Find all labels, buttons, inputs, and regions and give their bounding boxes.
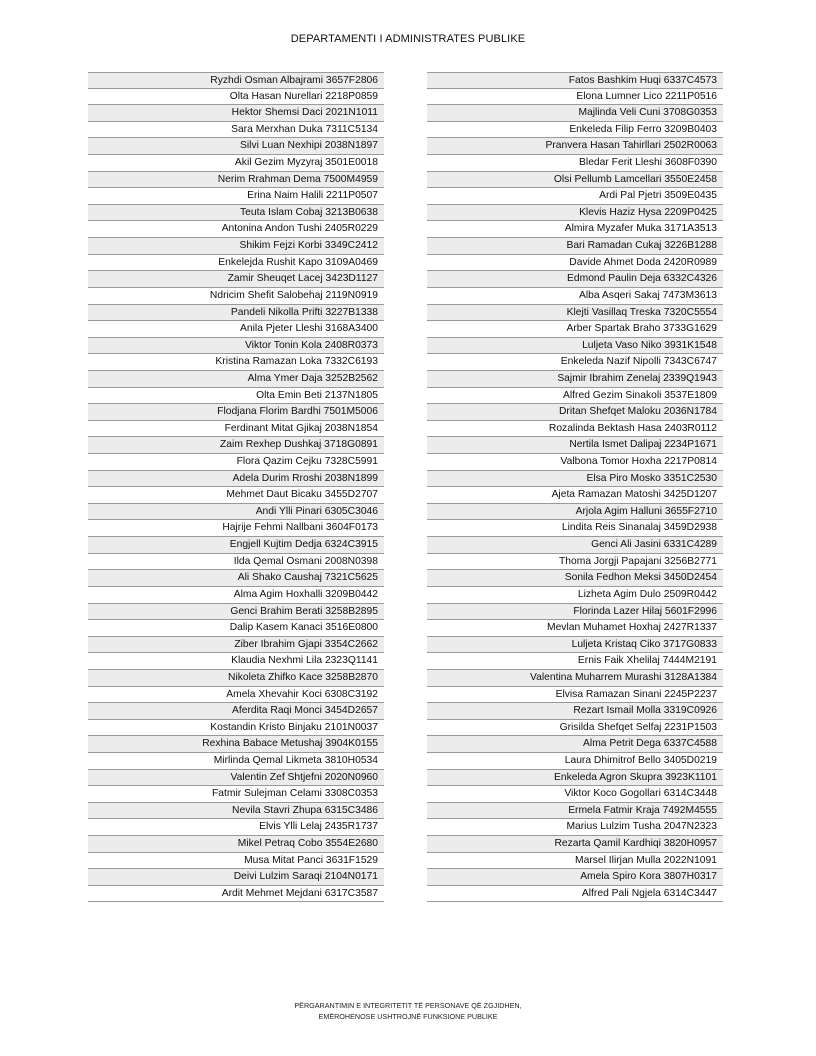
list-item: Mevlan Muhamet Hoxhaj 2427R1337 [427, 620, 723, 637]
list-item: Luljeta Vaso Niko 3931K1548 [427, 338, 723, 355]
list-item: Antonina Andon Tushi 2405R0229 [88, 221, 384, 238]
list-item: Viktor Koco Gogollari 6314C3448 [427, 786, 723, 803]
list-item: Zamir Sheuqet Lacej 3423D1127 [88, 271, 384, 288]
page-footer [0, 1000, 816, 1022]
list-item: Alma Ymer Daja 3252B2562 [88, 371, 384, 388]
list-item: Mikel Petraq Cobo 3554E2680 [88, 836, 384, 853]
list-item: Elvis Ylli Lelaj 2435R1737 [88, 819, 384, 836]
list-item: Pranvera Hasan Tahirllari 2502R0063 [427, 138, 723, 155]
list-item: Hektor Shemsi Daci 2021N1011 [88, 105, 384, 122]
list-item: Ilda Qemal Osmani 2008N0398 [88, 554, 384, 571]
list-item: Musa Mitat Panci 3631F1529 [88, 853, 384, 870]
list-item: Almira Myzafer Muka 3171A3513 [427, 221, 723, 238]
list-item: Aferdita Raqi Monci 3454D2657 [88, 703, 384, 720]
list-item: Ernis Faik Xhelilaj 7444M2191 [427, 653, 723, 670]
list-item: Olsi Pellumb Lamcellari 3550E2458 [427, 172, 723, 189]
list-item: Elona Lumner Lico 2211P0516 [427, 89, 723, 106]
list-item: Shikim Fejzi Korbi 3349C2412 [88, 238, 384, 255]
list-item: Ajeta Ramazan Matoshi 3425D1207 [427, 487, 723, 504]
list-item: Ziber Ibrahim Gjapi 3354C2662 [88, 637, 384, 654]
list-item: Akil Gezim Myzyraj 3501E0018 [88, 155, 384, 172]
list-item: Flodjana Florim Bardhi 7501M5006 [88, 404, 384, 421]
list-item: Laura Dhimitrof Bello 3405D0219 [427, 753, 723, 770]
list-item: Ermela Fatmir Kraja 7492M4555 [427, 803, 723, 820]
list-item: Kristina Ramazan Loka 7332C6193 [88, 354, 384, 371]
list-item: Lizheta Agim Dulo 2509R0442 [427, 587, 723, 604]
list-item: Olta Hasan Nurellari 2218P0859 [88, 89, 384, 106]
list-item: Klejti Vasillaq Treska 7320C5554 [427, 305, 723, 322]
left-name-list [88, 72, 384, 902]
list-item: Sonila Fedhon Meksi 3450D2454 [427, 570, 723, 587]
footer-line-2: EMËROHENOSE USHTROJNË FUNKSIONE PUBLIKE [318, 1012, 498, 1021]
list-item: Amela Spiro Kora 3807H0317 [427, 869, 723, 886]
list-item: Ndricim Shefit Salobehaj 2119N0919 [88, 288, 384, 305]
list-item: Amela Xhevahir Koci 6308C3192 [88, 687, 384, 704]
list-item: Bledar Ferit Lleshi 3608F0390 [427, 155, 723, 172]
list-item: Anila Pjeter Lleshi 3168A3400 [88, 321, 384, 338]
page-title: DEPARTAMENTI I ADMINISTRATES PUBLIKE [290, 33, 526, 45]
list-item: Pandeli Nikolla Prifti 3227B1338 [88, 305, 384, 322]
list-item: Fatmir Sulejman Celami 3308C0353 [88, 786, 384, 803]
list-item: Genci Brahim Berati 3258B2895 [88, 604, 384, 621]
list-item: Alfred Pali Ngjela 6314C3447 [427, 886, 723, 903]
list-item: Nerim Rrahman Dema 7500M4959 [88, 172, 384, 189]
list-item: Elsa Piro Mosko 3351C2530 [427, 471, 723, 488]
list-item: Rexhina Babace Metushaj 3904K0155 [88, 736, 384, 753]
list-item: Arjola Agim Halluni 3655F2710 [427, 504, 723, 521]
list-item: Rezarta Qamil Kardhiqi 3820H0957 [427, 836, 723, 853]
list-item: Engjell Kujtim Dedja 6324C3915 [88, 537, 384, 554]
list-item: Bari Ramadan Cukaj 3226B1288 [427, 238, 723, 255]
list-item: Nikoleta Zhifko Kace 3258B2870 [88, 670, 384, 687]
list-item: Klaudia Nexhmi Lila 2323Q1141 [88, 653, 384, 670]
list-item: Elvisa Ramazan Sinani 2245P2237 [427, 687, 723, 704]
list-item: Klevis Haziz Hysa 2209P0425 [427, 205, 723, 222]
list-item: Rozalinda Bektash Hasa 2403R0112 [427, 421, 723, 438]
list-item: Alma Agim Hoxhalli 3209B0442 [88, 587, 384, 604]
list-item: Arber Spartak Braho 3733G1629 [427, 321, 723, 338]
list-item: Valbona Tomor Hoxha 2217P0814 [427, 454, 723, 471]
list-item: Hajrije Fehmi Nallbani 3604F0173 [88, 520, 384, 537]
list-item: Valentina Muharrem Murashi 3128A1384 [427, 670, 723, 687]
list-item: Adela Durim Rroshi 2038N1899 [88, 471, 384, 488]
list-item: Fatos Bashkim Huqi 6337C4573 [427, 72, 723, 89]
list-item: Enkelejda Rushit Kapo 3109A0469 [88, 255, 384, 272]
list-item: Kostandin Kristo Binjaku 2101N0037 [88, 720, 384, 737]
right-name-list [427, 72, 723, 902]
list-item: Alfred Gezim Sinakoli 3537E1809 [427, 388, 723, 405]
list-item: Grisilda Shefqet Selfaj 2231P1503 [427, 720, 723, 737]
list-item: Silvi Luan Nexhipi 2038N1897 [88, 138, 384, 155]
list-item: Ardi Pal Pjetri 3509E0435 [427, 188, 723, 205]
list-item: Andi Ylli Pinari 6305C3046 [88, 504, 384, 521]
list-item: Mehmet Daut Bicaku 3455D2707 [88, 487, 384, 504]
list-item: Nevila Stavri Zhupa 6315C3486 [88, 803, 384, 820]
list-item: Zaim Rexhep Dushkaj 3718G0891 [88, 437, 384, 454]
list-item: Alba Asqeri Sakaj 7473M3613 [427, 288, 723, 305]
list-item: Genci Ali Jasini 6331C4289 [427, 537, 723, 554]
list-item: Majlinda Veli Cuni 3708G0353 [427, 105, 723, 122]
list-item: Enkeleda Nazif Nipolli 7343C6747 [427, 354, 723, 371]
list-item: Edmond Paulin Deja 6332C4326 [427, 271, 723, 288]
list-item: Viktor Tonin Kola 2408R0373 [88, 338, 384, 355]
footer-line-1: PËRGARANTIMIN E INTEGRITETIT TË PERSONAVE QË ZGJIDHEN, [294, 1001, 522, 1010]
list-item: Flora Qazim Cejku 7328C5991 [88, 454, 384, 471]
list-item: Deivi Lulzim Saraqi 2104N0171 [88, 869, 384, 886]
list-item: Alma Petrit Dega 6337C4588 [427, 736, 723, 753]
list-item: Davide Ahmet Doda 2420R0989 [427, 255, 723, 272]
list-item: Thoma Jorgji Papajani 3256B2771 [427, 554, 723, 571]
list-item: Sara Merxhan Duka 7311C5134 [88, 122, 384, 139]
list-item: Marius Lulzim Tusha 2047N2323 [427, 819, 723, 836]
list-item: Ferdinant Mitat Gjikaj 2038N1854 [88, 421, 384, 438]
list-item: Enkeleda Filip Ferro 3209B0403 [427, 122, 723, 139]
list-item: Luljeta Kristaq Ciko 3717G0833 [427, 637, 723, 654]
list-item: Dritan Shefqet Maloku 2036N1784 [427, 404, 723, 421]
list-item: Lindita Reis Sinanalaj 3459D2938 [427, 520, 723, 537]
list-item: Olta Emin Beti 2137N1805 [88, 388, 384, 405]
list-item: Ryzhdi Osman Albajrami 3657F2806 [88, 72, 384, 89]
list-item: Sajmir Ibrahim Zenelaj 2339Q1943 [427, 371, 723, 388]
list-item: Ardit Mehmet Mejdani 6317C3587 [88, 886, 384, 903]
list-item: Valentin Zef Shtjefni 2020N0960 [88, 770, 384, 787]
list-item: Mirlinda Qemal Likmeta 3810H0534 [88, 753, 384, 770]
list-item: Ali Shako Caushaj 7321C5625 [88, 570, 384, 587]
list-item: Dalip Kasem Kanaci 3516E0800 [88, 620, 384, 637]
list-item: Erina Naim Halili 2211P0507 [88, 188, 384, 205]
list-item: Marsel Ilirjan Mulla 2022N1091 [427, 853, 723, 870]
list-item: Enkeleda Agron Skupra 3923K1101 [427, 770, 723, 787]
list-item: Nertila Ismet Dalipaj 2234P1671 [427, 437, 723, 454]
list-item: Rezart Ismail Molla 3319C0926 [427, 703, 723, 720]
list-item: Teuta Islam Cobaj 3213B0638 [88, 205, 384, 222]
list-item: Florinda Lazer Hilaj 5601F2996 [427, 604, 723, 621]
